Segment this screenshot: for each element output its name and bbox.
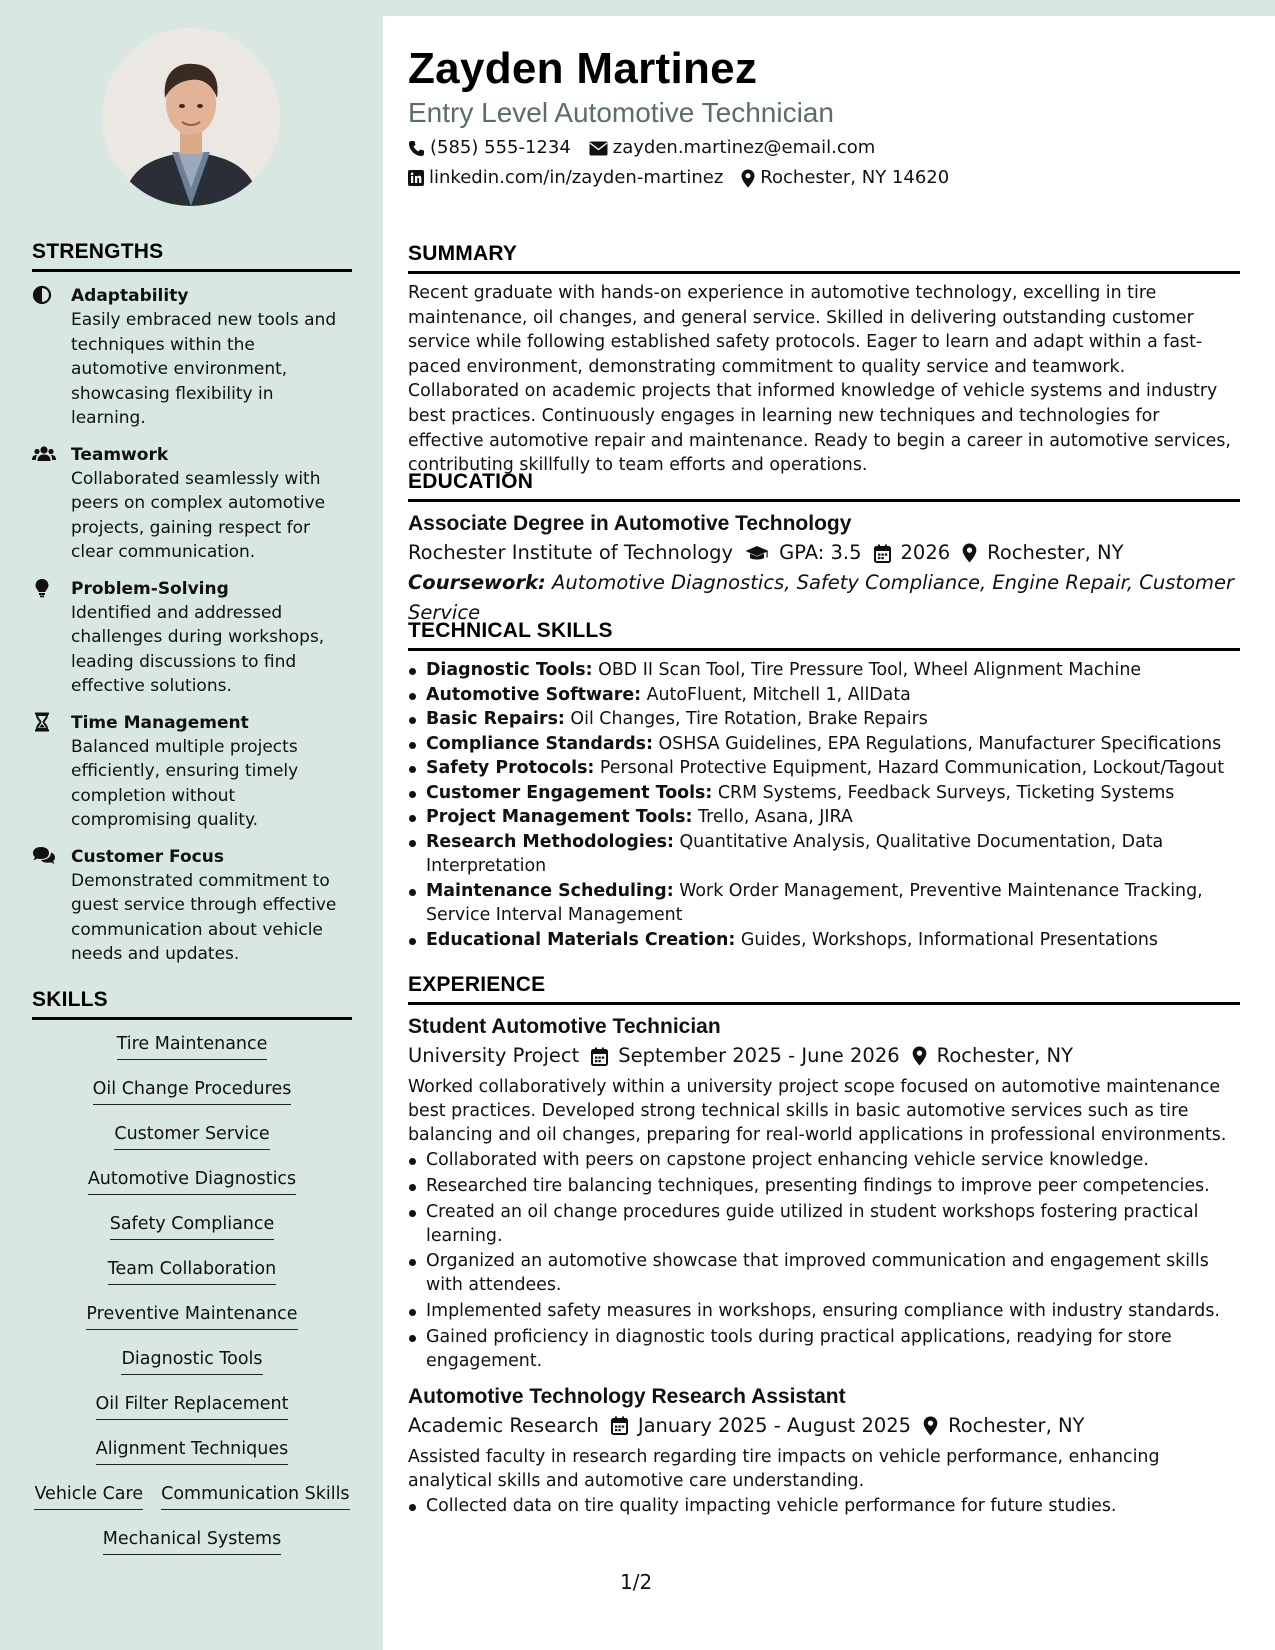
- strength-desc: Easily embraced new tools and techniques within the automotive environment, showcasing flexibility in learning.: [71, 310, 337, 428]
- map-pin-icon: [741, 169, 755, 188]
- list-item: Customer Engagement Tools: CRM Systems, Feedback Surveys, Ticketing Systems: [426, 781, 1240, 806]
- technical-skills-list: [408, 658, 1240, 952]
- skill-tag: Preventive Maintenance: [86, 1302, 297, 1330]
- job-entry: [408, 1383, 1240, 1518]
- strength-title: Problem-Solving: [71, 578, 229, 599]
- lightbulb-icon: [32, 578, 56, 598]
- skill-tag: Tire Maintenance: [117, 1032, 268, 1060]
- summary-section: [408, 242, 1240, 478]
- strength-title: Teamwork: [71, 444, 169, 465]
- list-item: Safety Protocols: Personal Protective Equipment, Hazard Communication, Lockout/Tagout: [426, 756, 1240, 781]
- job-dates: January 2025 - August 2025: [611, 1411, 911, 1441]
- half-circle-icon: [32, 285, 56, 305]
- phone-text: (585) 555-1234: [430, 137, 571, 158]
- job-summary: Assisted faculty in research regarding tire impacts on vehicle performance, enhancing analytical skills and automotive care understanding.: [408, 1446, 1160, 1491]
- skill-tag: Diagnostic Tools: [121, 1347, 262, 1375]
- strength-title: Time Management: [71, 712, 249, 733]
- email-text: zayden.martinez@email.com: [612, 137, 876, 158]
- skill-tag: Vehicle Care: [34, 1482, 143, 1510]
- technical-skills-heading: TECHNICAL SKILLS: [408, 619, 1240, 651]
- skills-heading: SKILLS: [32, 988, 352, 1020]
- job-org: University Project: [408, 1044, 580, 1067]
- person-name: Zayden Martinez: [408, 44, 758, 93]
- list-item: Research Methodologies: Quantitative Analysis, Qualitative Documentation, Data Interpretation: [426, 830, 1240, 879]
- graduation-cap-icon: [745, 545, 769, 562]
- contact-row: [408, 135, 1240, 161]
- strengths-heading: STRENGTHS: [32, 240, 352, 272]
- education-section: [408, 470, 1240, 628]
- strength-item: [32, 284, 352, 431]
- gpa: GPA: 3.5: [745, 538, 861, 568]
- header: [408, 44, 1240, 191]
- strength-item: [32, 577, 352, 699]
- profile-photo: [102, 28, 280, 206]
- list-item: Researched tire balancing techniques, presenting findings to improve peer competencies.: [426, 1174, 1240, 1198]
- job-location: Rochester, NY: [912, 1041, 1073, 1071]
- experience-heading: EXPERIENCE: [408, 973, 1240, 1005]
- list-item: Project Management Tools: Trello, Asana, JIRA: [426, 805, 1240, 830]
- skill-tag: Alignment Techniques: [96, 1437, 288, 1465]
- skill-tag: Customer Service: [114, 1122, 269, 1150]
- list-item: Implemented safety measures in workshops, ensuring compliance with industry standards.: [426, 1299, 1240, 1323]
- job-meta: [408, 1041, 1240, 1071]
- degree-title: Associate Degree in Automotive Technology: [408, 512, 852, 535]
- calendar-icon: [874, 544, 891, 563]
- envelope-icon: [589, 141, 608, 156]
- list-item: Automotive Software: AutoFluent, Mitchell 1, AllData: [426, 683, 1240, 708]
- map-pin-icon: [962, 543, 977, 563]
- job-dates: September 2025 - June 2026: [591, 1041, 899, 1071]
- strength-item: [32, 711, 352, 833]
- list-item: Compliance Standards: OSHSA Guidelines, EPA Regulations, Manufacturer Specifications: [426, 732, 1240, 757]
- calendar-icon: [591, 1047, 608, 1066]
- job-title: Student Automotive Technician: [408, 1015, 721, 1038]
- top-strip: [0, 0, 1275, 16]
- skills-list: [32, 1032, 352, 1572]
- strength-title: Customer Focus: [71, 846, 224, 867]
- strength-desc: Balanced multiple projects efficiently, ensuring timely completion without compromising quality.: [71, 736, 299, 830]
- linkedin-text: linkedin.com/in/zayden-martinez: [429, 167, 724, 188]
- strength-title: Adaptability: [71, 286, 189, 306]
- users-icon: [32, 444, 56, 464]
- job-title: Automotive Technology Research Assistant: [408, 1384, 846, 1408]
- linkedin-icon: [408, 170, 424, 186]
- phone-icon: [408, 140, 425, 157]
- list-item: Created an oil change procedures guide utilized in student workshops fostering practical learning.: [426, 1200, 1240, 1248]
- skill-tag: Safety Compliance: [110, 1212, 275, 1240]
- linkedin-contact[interactable]: [408, 165, 723, 191]
- map-pin-icon: [923, 1416, 938, 1436]
- strength-desc: Collaborated seamlessly with peers on complex automotive projects, gaining respect for clear communication.: [71, 468, 326, 562]
- coursework-label: Coursework:: [408, 571, 546, 594]
- job-org: Academic Research: [408, 1413, 599, 1437]
- skills-section: [32, 988, 352, 1572]
- strengths-section: [32, 240, 352, 967]
- experience-section: [408, 973, 1240, 1520]
- list-item: Maintenance Scheduling: Work Order Management, Preventive Maintenance Tracking, Service Interval Management: [426, 879, 1240, 928]
- location-contact: [741, 165, 949, 191]
- skill-tag: Communication Skills: [161, 1482, 349, 1510]
- skill-tag: Oil Filter Replacement: [96, 1392, 289, 1420]
- skill-tag: Mechanical Systems: [103, 1527, 281, 1555]
- map-pin-icon: [912, 1046, 927, 1066]
- list-item: Collected data on tire quality impacting vehicle performance for future studies.: [426, 1494, 1240, 1518]
- skill-tag: Automotive Diagnostics: [88, 1167, 296, 1195]
- phone-contact[interactable]: [408, 135, 571, 161]
- job-entry: [408, 1013, 1240, 1373]
- coursework-text: Automotive Diagnostics, Safety Compliance, Engine Repair, Customer Service: [408, 571, 1235, 624]
- job-bullets: [408, 1494, 1240, 1518]
- education-heading: EDUCATION: [408, 470, 1240, 502]
- job-bullets: [408, 1148, 1240, 1373]
- job-meta: [408, 1411, 1240, 1441]
- list-item: Gained proficiency in diagnostic tools during practical applications, readying for store engagement.: [426, 1325, 1240, 1373]
- education-meta: [408, 538, 1240, 568]
- list-item: Diagnostic Tools: OBD II Scan Tool, Tire Pressure Tool, Wheel Alignment Machine: [426, 658, 1240, 683]
- strength-item: [32, 845, 352, 967]
- school-name: Rochester Institute of Technology: [408, 541, 734, 564]
- skill-tag: Team Collaboration: [108, 1257, 276, 1285]
- summary-heading: SUMMARY: [408, 242, 1240, 274]
- person-title: Entry Level Automotive Technician: [408, 97, 834, 128]
- list-item: Educational Materials Creation: Guides, Workshops, Informational Presentations: [426, 928, 1240, 953]
- list-item: Organized an automotive showcase that improved communication and engagement skills with attendees.: [426, 1249, 1240, 1297]
- strength-desc: Identified and addressed challenges during workshops, leading discussions to find effective solutions.: [71, 602, 325, 696]
- location-text: Rochester, NY 14620: [760, 167, 950, 188]
- job-summary: Worked collaboratively within a university project scope focused on automotive maintenance best practices. Developed strong technical skills in basic automotive services such as tire balancing and oil changes, preparing for real-world applications in professional environments.: [408, 1077, 1227, 1145]
- comments-icon: [32, 846, 56, 866]
- strength-desc: Demonstrated commitment to guest service through effective communication about vehicle needs and updates.: [71, 870, 337, 964]
- strength-item: [32, 443, 352, 565]
- list-item: Basic Repairs: Oil Changes, Tire Rotation, Brake Repairs: [426, 707, 1240, 732]
- calendar-icon: [611, 1416, 628, 1435]
- education-location: Rochester, NY: [962, 538, 1123, 568]
- technical-skills-section: [408, 619, 1240, 952]
- graduation-year: 2026: [874, 538, 951, 568]
- job-location: Rochester, NY: [923, 1411, 1084, 1441]
- email-contact[interactable]: [589, 135, 876, 161]
- list-item: Collaborated with peers on capstone project enhancing vehicle service knowledge.: [426, 1148, 1240, 1172]
- contact-row: [408, 165, 1240, 191]
- summary-text: Recent graduate with hands-on experience in automotive technology, excelling in tire maintenance, oil changes, and general service. Skilled in delivering outstanding customer service while following established safety protocols. Eager to learn and adapt within a fast-paced environment, demonstrating commitment to quality service and teamwork. Collaborated on academic projects that informed knowledge of vehicle systems and industry best practices. Continuously engages in learning new techniques and technologies for effective automotive repair and maintenance. Ready to begin a career in automotive services, contributing skillfully to team efforts and operations.: [408, 283, 1231, 476]
- skill-tag: Oil Change Procedures: [93, 1077, 292, 1105]
- page-number: 1/2: [620, 1570, 653, 1594]
- hourglass-icon: [32, 712, 56, 732]
